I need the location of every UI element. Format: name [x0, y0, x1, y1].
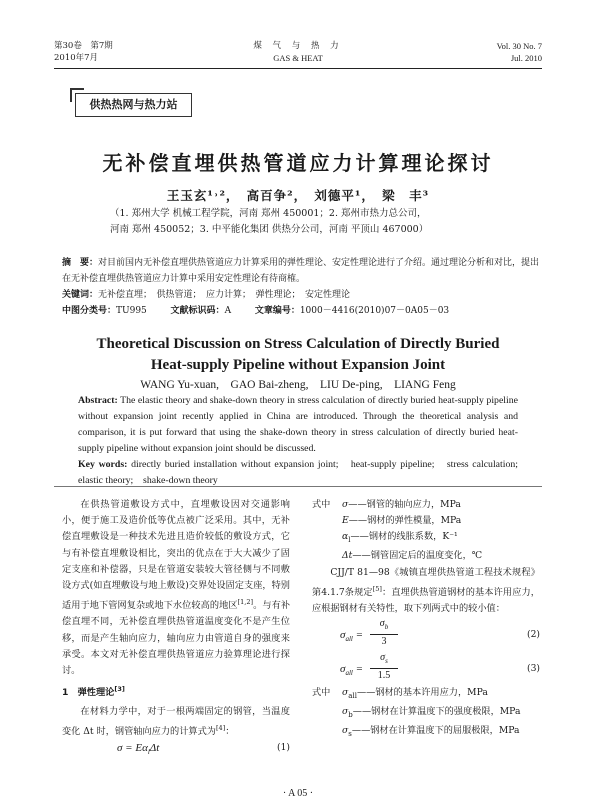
- body-left-column: [62, 497, 290, 758]
- def-symbol: σ: [342, 725, 349, 737]
- where-label: 式中: [312, 499, 331, 510]
- def-text: ——钢材的弹性模量，MPa: [348, 515, 462, 527]
- header-volume-line: 第30卷 第7期: [54, 41, 113, 51]
- keywords-cn-text: 无补偿直埋； 供热管道； 应力计算； 弹性理论； 安定性理论: [98, 290, 351, 300]
- para-2-text: CJJ/T 81—98《城镇直埋供热管道工程技术规程》第4.1.7条规定: [312, 566, 540, 598]
- running-header: [54, 40, 542, 69]
- equation-2: [312, 617, 540, 651]
- section-1-ref: [3]: [114, 685, 125, 694]
- eq2-fraction: [370, 617, 398, 648]
- page-number: · A 05 ·: [282, 788, 314, 799]
- header-vol-en: Vol. 30 No. 7: [496, 41, 542, 51]
- classification-line: [62, 303, 542, 319]
- para-2-ref: [5]: [372, 584, 382, 593]
- def-symbol: Δt: [342, 550, 353, 562]
- keywords-en-text: directly buried installation without expansion joint; heat-supply pipeline; stress calculation; elastic theory; shake-down theory: [78, 459, 528, 486]
- article-title: 无补偿直埋供热管道应力计算理论探讨: [102, 151, 494, 175]
- equation-3-number: (3): [526, 663, 540, 675]
- eq3-lhs: $\sigma_{all}$ =: [340, 663, 364, 678]
- eq3-fraction: [370, 651, 398, 682]
- eq2-lhs: $\sigma_{all}$ =: [340, 629, 364, 644]
- paragraph-1: [62, 704, 290, 740]
- abstract-cn: [62, 255, 542, 319]
- header-issue: [497, 40, 542, 64]
- def-subscript: s: [348, 730, 352, 739]
- def-symbol: σ: [342, 687, 349, 699]
- def-text: ——钢材的基本许用应力，MPa: [356, 687, 488, 699]
- section-divider: [54, 486, 542, 487]
- para-1-tail: ：: [225, 725, 235, 737]
- def-symbol: E: [342, 515, 349, 527]
- def-subscript: l: [348, 536, 351, 545]
- article-no-label: 文章编号：: [254, 306, 300, 316]
- eq2-lhs-sub: all: [345, 635, 353, 644]
- section-heading-1: [62, 681, 290, 701]
- intro-text: 在供热管道敷设方式中，直埋敷设因对交通影响小，便于施工及造价低等优点被广泛采用。其中，无补偿直埋敷设是一种技术先进且造价较低的敷设方式，它与有补偿直埋敷设相比，突出的优点在于大大减少了固定支座和补偿器，只是在管道安装较大管径侧与不同敷设方式(如直埋敷设与地上敷设)交界处设固定支座，特别适用于地下管网复杂或地下水位较高的地区: [62, 499, 290, 612]
- clc-value: TU995: [116, 306, 147, 316]
- eq1-sub: l: [147, 748, 150, 757]
- equation-1-number: (1): [276, 742, 290, 754]
- author-list: 王玉玄¹˒²， 高百争²， 刘德平¹， 梁 丰³: [166, 188, 430, 203]
- doc-code-value: A: [224, 306, 232, 316]
- def-symbol: σ: [342, 706, 349, 718]
- eq2-numerator: [370, 617, 398, 635]
- eq3-lhs-sub: all: [345, 669, 353, 678]
- paragraph-2: [312, 565, 540, 618]
- intro-tail: 。与有补偿直埋不同，无补偿直埋供热管道温度变化不是产生位移，而是产生轴向应力，轴向应力由管道自身的强度来承受。本文对无补偿直埋供热管道应力验算理论进行探讨。: [62, 600, 291, 677]
- journal-name-cn: 煤 气 与 热 力: [253, 41, 343, 51]
- header-journal: [54, 40, 542, 64]
- keywords-cn: [62, 287, 542, 303]
- abstract-en-label: Abstract:: [78, 395, 118, 406]
- para-1-ref: [4]: [215, 723, 226, 732]
- eq1-main: σ = Eα: [117, 742, 148, 755]
- intro-ref: [1,2]: [237, 598, 254, 607]
- abstract-en-body: [78, 393, 518, 457]
- equation-2-number: (2): [526, 629, 540, 641]
- def-row: [342, 513, 540, 529]
- eq2-num-sub: b: [384, 623, 389, 632]
- abstract-en: [78, 393, 528, 489]
- clc-label: 中图分类号：: [62, 306, 117, 316]
- eq2-num-symbol: σ: [379, 618, 385, 630]
- doc-code-label: 文献标识码：: [170, 306, 225, 316]
- english-title: [0, 334, 596, 376]
- eq2-lhs-symbol: σ: [340, 629, 346, 642]
- keywords-en: [78, 457, 528, 489]
- keywords-en-label: Key words:: [78, 459, 128, 470]
- keywords-cn-label: 关键词：: [62, 290, 99, 300]
- intro-paragraph: [62, 497, 290, 679]
- def-text: ——钢管的轴向应力，MPa: [348, 499, 461, 510]
- header-date-en: Jul. 2010: [510, 53, 542, 63]
- affiliation-line-2: 河南 郑州 450052；3. 中平能化集团 供热分公司，河南 平顶山 467000）: [110, 224, 429, 235]
- equation-1: [62, 740, 290, 758]
- definition-list-1: [312, 497, 540, 565]
- section-1-title: 1 弹性理论: [62, 687, 115, 699]
- equation-1-formula: [117, 740, 159, 760]
- def-row: [342, 704, 540, 723]
- equation-3: [312, 651, 540, 685]
- abstract-en-text: The elastic theory and shake-down theory in stress calculation of directly buried heat-supply pipeline without expansion joint recently applied in China are introduced. Through the theoretical analysis and comparison, it is put forward that using the shake-down theory in stress calculation of directly buried heat-supply pipeline without expansion joint should be discussed.: [78, 395, 518, 454]
- def-text: ——钢管固定后的温度变化，℃: [352, 550, 483, 562]
- english-authors: WANG Yu-xuan, GAO Bai-zheng, LIU De-ping, LIANG Feng: [140, 379, 456, 391]
- eq3-lhs-symbol: σ: [340, 663, 346, 676]
- para-1-text: 在材料力学中，对于一根两端固定的钢管，当温度变化 Δt 时，钢管轴向应力的计算式为: [62, 705, 290, 737]
- body-right-column: [312, 497, 540, 742]
- def-row: [342, 497, 540, 513]
- journal-name-en: GAS & HEAT: [273, 53, 323, 63]
- affiliation-line-1: （1. 郑州大学 机械工程学院，河南 郑州 450001；2. 郑州市热力总公司，: [110, 208, 427, 219]
- def-subscript: b: [348, 711, 353, 720]
- abstract-cn-body: [62, 255, 542, 287]
- eq1-tail: Δt: [149, 742, 160, 755]
- def-row: [342, 685, 540, 704]
- english-title-line-2: Heat-supply Pipeline without Expansion Joint: [150, 357, 446, 373]
- eq3-denominator: 1.5: [377, 670, 391, 682]
- abstract-cn-label: 摘 要：: [62, 258, 99, 268]
- def-row: [342, 529, 540, 548]
- header-date-line: 2010年7月: [54, 53, 99, 63]
- where-label: 式中: [312, 687, 331, 699]
- def-text: ——钢材在计算温度下的强度极限，MPa: [352, 706, 521, 718]
- column-badge: 供热热网与热力站: [75, 93, 192, 117]
- para-2-tail: ：直埋供热管道钢材的基本许用应力，应根据钢材有关特性，取下列两式中的较小值：: [312, 586, 540, 615]
- def-text: ——钢材的线胀系数，K⁻¹: [350, 531, 458, 543]
- def-text: ——钢材在计算温度下的屈服极限，MPa: [351, 725, 520, 737]
- english-title-line-1: Theoretical Discussion on Stress Calculation of Directly Buried: [96, 336, 500, 352]
- def-symbol: σ: [342, 499, 349, 510]
- eq3-num-sub: s: [385, 657, 388, 666]
- eq2-denominator: 3: [381, 636, 387, 648]
- eq3-numerator: [370, 651, 398, 669]
- abstract-cn-text: 对目前国内无补偿直埋供热管道应力计算采用的弹性理论、安定性理论进行了介绍。通过理论分析和对比，提出在无补偿直埋供热管道应力计算中采用安定性理论有待商榷。: [62, 258, 540, 284]
- article-no-value: 1000－4416(2010)07－0A05－03: [299, 306, 450, 316]
- def-symbol: α: [342, 531, 349, 543]
- def-row: [342, 548, 540, 564]
- def-subscript: all: [348, 692, 357, 701]
- eq3-num-symbol: σ: [380, 652, 386, 664]
- affiliations: [110, 206, 510, 238]
- definition-list-2: [312, 685, 540, 742]
- def-row: [342, 723, 540, 742]
